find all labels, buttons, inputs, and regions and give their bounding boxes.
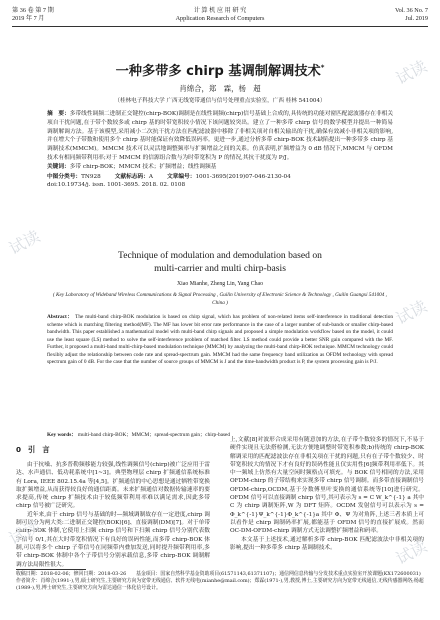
footnote-rule — [16, 569, 86, 570]
watermark-text: 试读 — [5, 226, 44, 259]
header-journal: 计 算 机 应 用 研 究 Application Research of Computers — [175, 7, 265, 22]
watermark-text: 试读 — [392, 296, 431, 329]
classification-line: 中图分类号：TN928 文献标志码：A 文章编号：1001-3695(2019)07-046-2130-04 — [47, 173, 291, 180]
footnote: 作者简介：肖绵合(1991-),男,硕士研究生,主要研究方向为宽带无线通信、软件无线电(mianhe@mail.com)；郑霖(1971-),男,教授,博士,主要研究方向为宽带无线通信,无线传感器网络;杨超(1989-),男,博士研究生,主要研究方向为雷达通信一体化信号设计。 — [16, 578, 424, 592]
body-column-left — [16, 461, 210, 569]
header-issue: 第 36 卷 第 7 期 2019 年 7 月 — [12, 7, 54, 22]
author-list: 肖绵合，郑 霖，杨 超 — [179, 84, 261, 93]
paragraph: 本文基于上述技术,通过解析多带 chirp-BOK 匹配滤波法中非相关项的影响,提出一种多带多 chirp 基调制技术。 — [230, 536, 424, 551]
footnote: 收稿日期：2018-02-06；修回日期：2018-03-26 基金项目：国家自然科学基金资助项目(61571143,61371107)；通信网信息传输与分发技术重点实验室开放课题(KX172600031) — [16, 571, 421, 577]
keywords-zh: 关键词：多带 chirp-BOK；MMCM 技术；扩频增益；线性调频基 — [47, 163, 217, 170]
footnotes — [16, 571, 424, 593]
english-authors: Xiao Mianhe, Zheng Lin, Yang Chao — [177, 281, 263, 287]
watermark-text: 试读 — [392, 536, 431, 569]
paragraph: 上,文献[8]对波形合成采用有随意加的方法,在子带个数较多的情况下,不易于硬件实现且无法搭检测,无法方便地调整时带宽积参数;b)传统的 chirp-BOK 解调采用的匹配滤波法存在非相关项在干扰的问题,只有在子带个数较少、时带宽积较大的情况下才有良好的误码性能且仅实用性[6]频带利用率低下。其中一频域上仿然有大量空闲时频格点可填充。与 BOK 信号相同的方法,采用 OFDM-chirp 的子带结构来实现多带 chirp 信号调制。而多带直接调制信号 OFDM-chirp,OCDM,基于分数傅里叶变换的通信系统等[10]进行研究。OFDM 信号可以直接调制 chirp 信号,其可表示为 s = C W_k^{-1} a 其中 C 为 chirp 调制矩阵,W 为 DFT 矩阵。OCDM 发射信号可以表示为 s = Φ_k^{-1}Ψ_k^{-1}Φ_k^{-1}a 其中 Φ、Ψ 为对角阵,上述三者本质上可以看作是 chirp 调制码率扩展,都能基于 OFDM 信号的直接扩展成。然而 OC-DM-OFDM-chirp 调制方式无法调整扩频增益和码率。 — [230, 437, 424, 535]
abstract-en: Abstract： The multi-band chirp-BOK modulation is based on chirp signal, which has problem of non-related items self-interference in traditional detection scheme which is matching filtering method(MF). The MF has lower bit error rate performance in the case of a larger number of sub-bands or smaller chirp-based bandwidth. This paper established a mathematical model with multi-band chirp signals and proposed a simple modulation workflow based on the model, it could use the least square (LS) method to solve the self-interference problem of matched filter. LS method could provide a better SNR gain compared with the MF. Further, it proposed a multi-band multi-chirp-based modulation technique (MMCM) by analyzing the multi-band chirp-BOK technique. MMCM technology could flexibly adjust the relationship between code rate and spread-spectrum gain. MMCM had the same frequency band utilization as OFDM technology with spread spectrum gain of 0 dB. For the case that the number of source groups of MMCM is J and the time-bandwidth product is P, the system processing gain is P/J. — [47, 314, 393, 365]
abstract-zh: 摘 要：多带线性调频二进制正交键控(chirp-BOK)调制是在线性调频(chirp)信号基础上合成的,具传统的功能对窗匹配滤波器存在非相关项自干扰问题,在于带个数较多或 chirp 基的时带宽积较小情况下该问题较突出。建立了一种多带 chirp 信号的数学模型并提出一种简易调制解调方法。基于该模型,采用减小二次抗干扰方法在匹配滤波器中移除了非相关项对自相关输出的干扰,确保有效减小非相关项的影响,并在增大个子带数和使用多个 chirp 基时能保证有效降低误码率。更进一步,通过分析多带 chirp-BOK 技术缺陷提出一种多带多 chirp 基调制技术(MMCM)。MMCM 技术可以灵活地调整频率与扩频增益之间的关系。仿真表明,扩频增益为 0 dB 情况下,MMCM 与 OFDM 技术有相同频带利用率;对于 MMCM 的信源组合数与为时带宽积为 P 的情况,其抗干扰度为 P/J。 关键词：多带 chirp-BOK；MMCM 技术；扩频增益；线性调频基 中图分类号：TN928 文献标志码：A 文章编号：1001-3695(2019)07-046-2130-04 doi:10.19734/j. issn. 1001-3695. 2018. 02. 0108 — [47, 111, 394, 189]
paragraph: 近年来,由于 chirp 信号与基础的时—频域调制故存在一定进度,chirp 调制可以分为两大类:二进制正交键控(BOK)[6]、直接调制(DM)[7]。对于单带 chirp-BOK 体制,它使用上扫频 chirp 信号和下扫频 chirp 信号分别代表数字信号 0/1,其在大时带宽积情况下有良好的误码性能,而多带 chirp-BOK 体制,可以将多个 chirp 子带信号在同频带内叠加发送,同时提升频带利用率,多带 chirp-BOK 体制中各个子带信号分别承载信息,多带 chirp-BOK 调制解调方法局限性很大。 — [16, 511, 210, 568]
english-affiliation: ( Key Laboratory of Wideband Wireless Communications & Signal Processing , Guilin University of Electronic Science & Technology , Guilin Guangxi 541004 , China ) — [53, 292, 387, 306]
body-column-right — [230, 436, 424, 552]
section-heading: 0 引 言 — [16, 445, 50, 454]
paragraph: 由于抗噪、抗多普勒频移能力较强,线性调频信号(chirp)被广泛应用于雷达、水声通信、低功耗系统中[1~3]。典型物理层 chirp 扩频通信系统标准有 Lora, IEEE 802.15.4a 等[4,5]。扩频通信的中心思想是通过牺牲带宽换取扩频增益,从而获得较良好的通信距离。未来扩频通信对数据传输速率的要求提高,传统 chirp 扩频技术由于较低频带利用率难以满足需求,因此多带 chirp 信号被广泛研究。 — [16, 462, 210, 510]
paper-title: 一种多带多 chirp 基调制解调技术* — [115, 63, 325, 79]
running-header — [12, 7, 428, 27]
watermark-text: 试读 — [5, 516, 44, 549]
header-rule — [12, 26, 428, 27]
english-title: Technique of modulation and demodulation based on multi-carrier and multi chirp-basis — [118, 250, 322, 274]
keywords-en: Key words： multi-band chirp-BOK；MMCM；spread-spectrum gain；chirp-based — [47, 432, 231, 438]
author-affiliation: （桂林电子科技大学 广西无线宽带通信与信号处理重点实验室，广西 桂林 541004） — [114, 98, 326, 104]
header-volume: Vol. 36 No. 7 Jul. 2019 — [394, 7, 428, 22]
doi-line: doi:10.19734/j. issn. 1001-3695. 2018. 02. 0108 — [47, 182, 186, 189]
watermark-text: 试读 — [392, 56, 431, 89]
